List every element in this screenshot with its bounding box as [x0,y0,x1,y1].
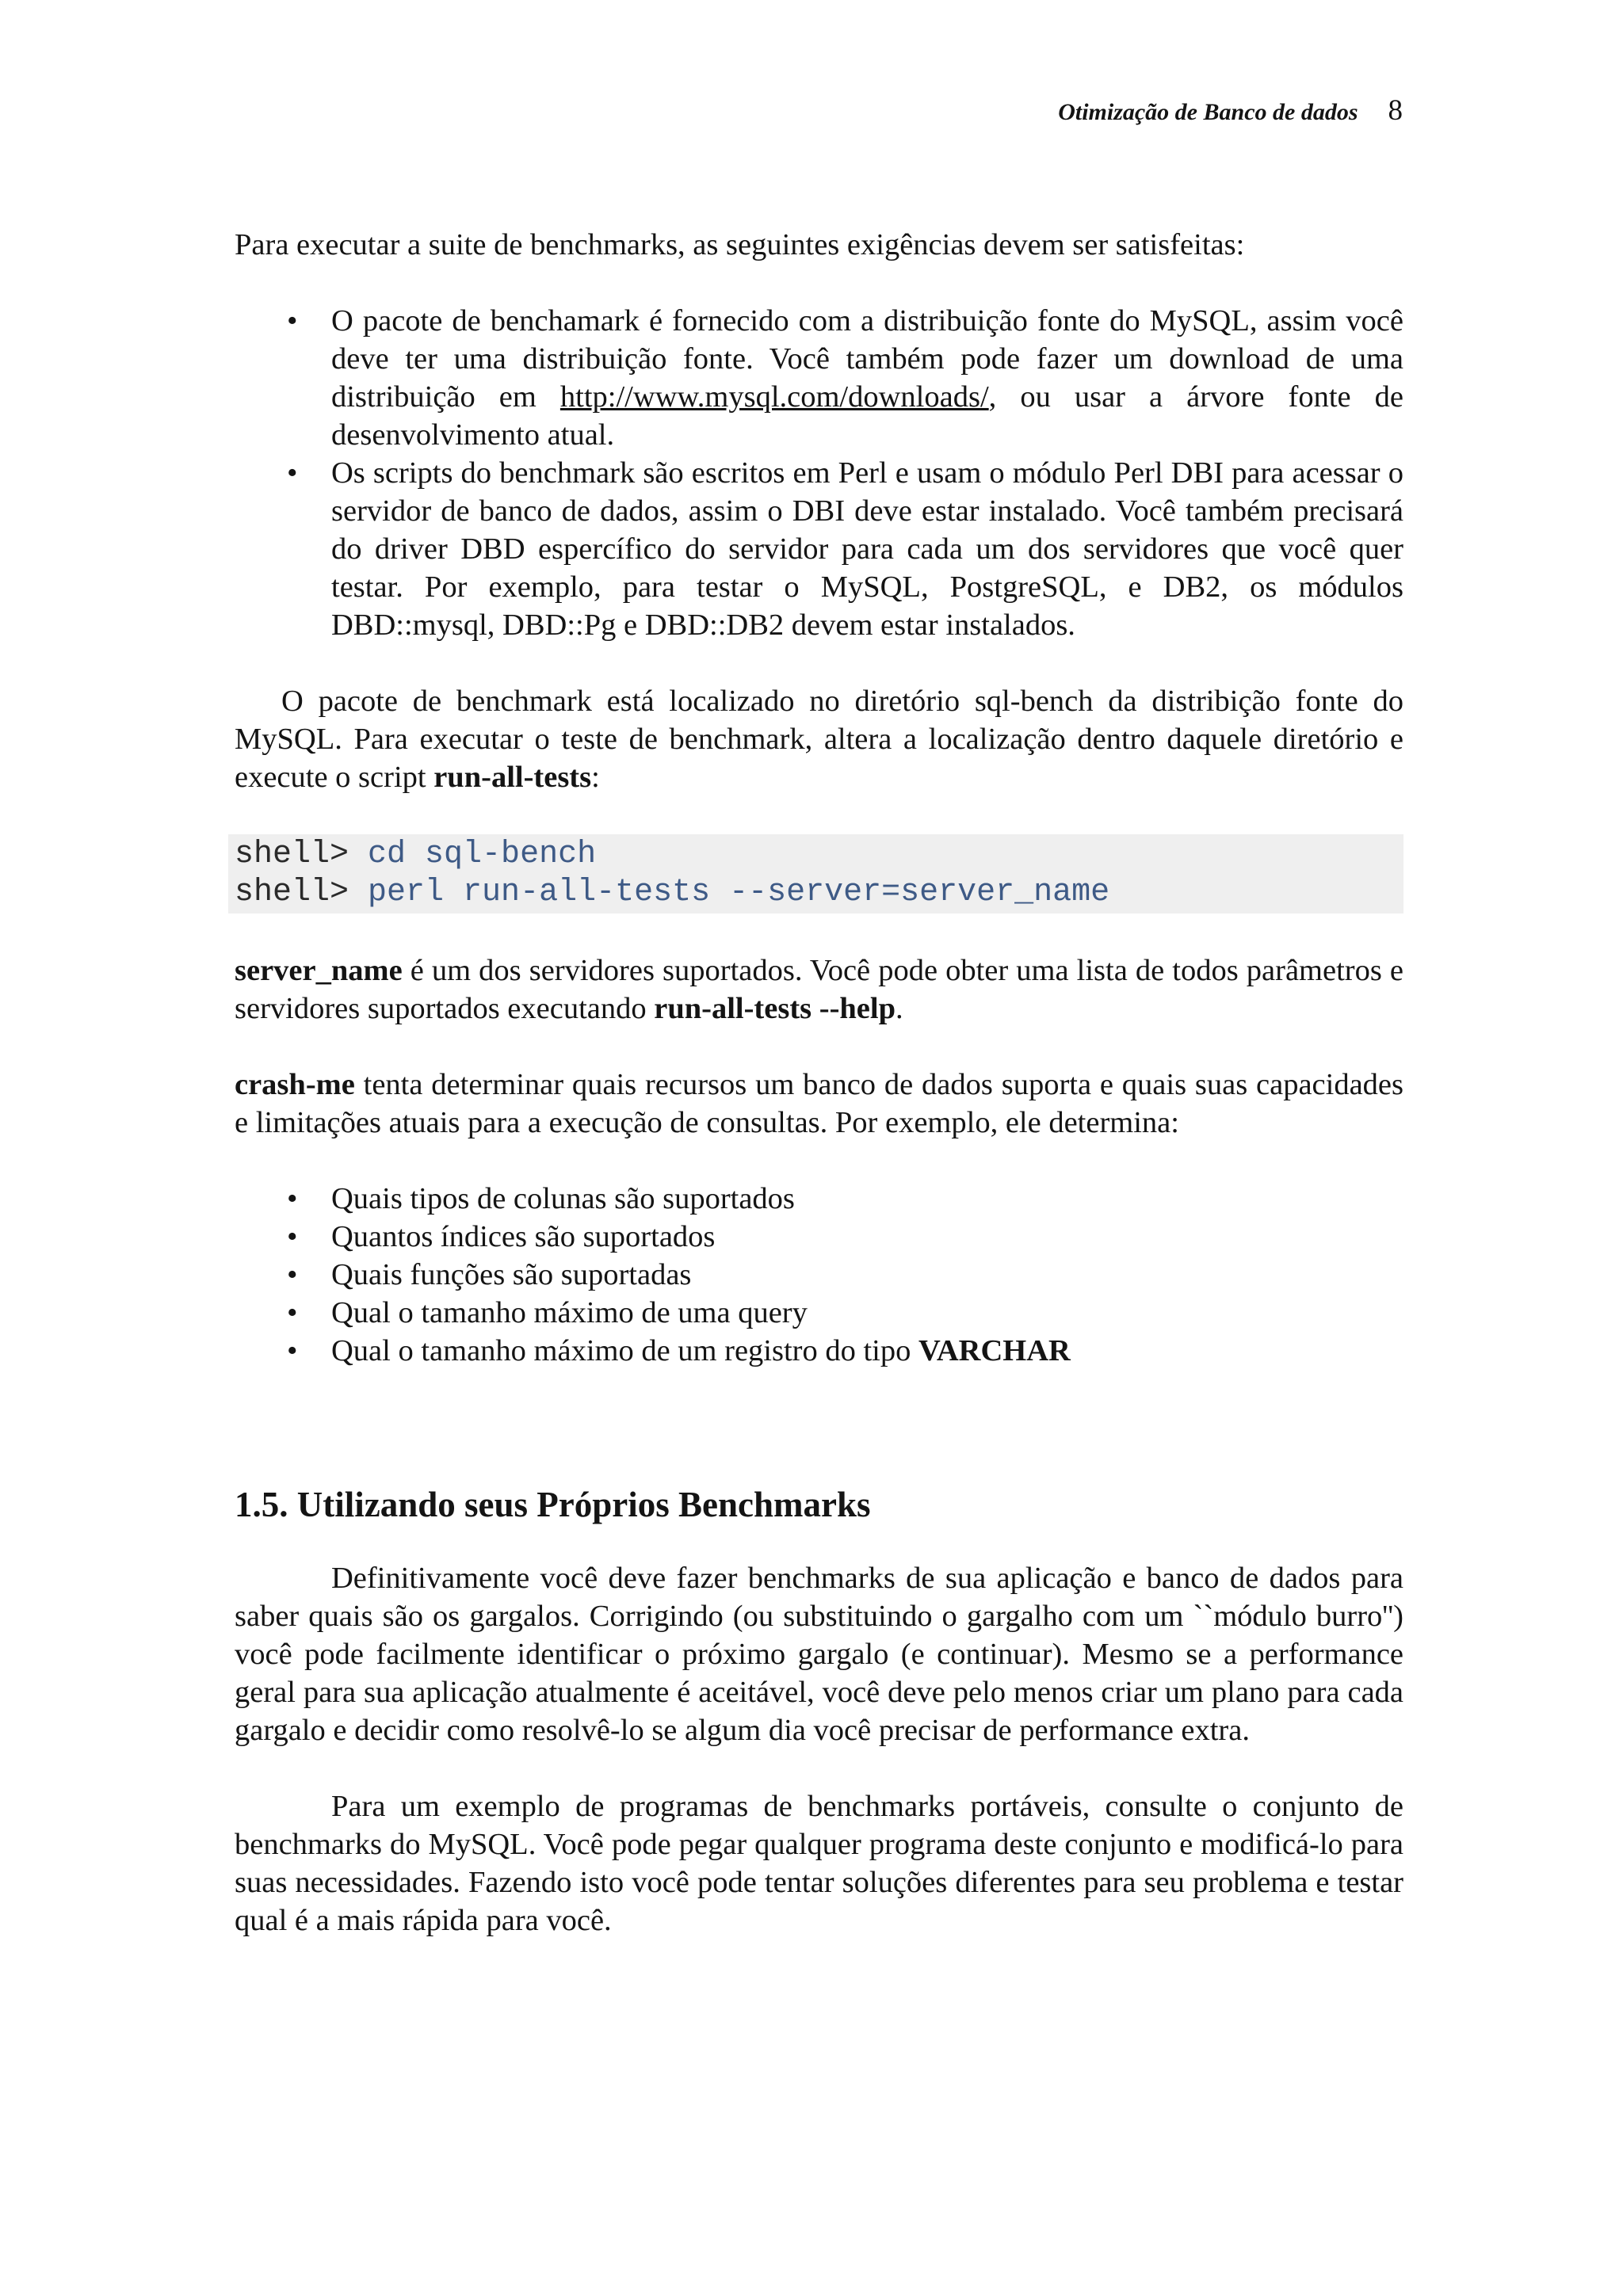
shell-prompt: shell> [235,837,369,872]
paragraph-text: é um dos servidores suportados. Você pode obter uma lista de todos parâmetros e servidores suportados executando [235,954,1403,1025]
list-item [235,1218,1403,1256]
bullet-icon: • [287,304,298,338]
list-item-text: Os scripts do benchmark são escritos em Perl e usam o módulo Perl DBI para acessar o servidor de banco de dados, assim o DBI deve estar instalado. Você também precisará do driver DBD espercífico do servidor para cada um dos servidores que você quer testar. Por exemplo, para testar o MySQL, PostgreSQL, e DB2, os módulos DBD::mysql, DBD::Pg e DBD::DB2 devem estar instalados. [331,456,1403,642]
list-item [235,454,1403,644]
bullet-icon: • [287,1334,298,1367]
list-item [235,302,1403,454]
list-item [235,1256,1403,1294]
bullet-icon: • [287,1296,298,1329]
list-item-text: , ou usar a árvore fonte de desenvolvimento atual. [331,380,1403,452]
sql-bench-paragraph [235,682,1403,796]
varchar-term: VARCHAR [918,1334,1071,1367]
section-heading: 1.5. Utilizando seus Próprios Benchmarks [235,1485,871,1524]
running-header [1058,93,1403,128]
paragraph-text: tenta determinar quais recursos um banco de dados suporta e quais suas capacidades e limitações atuais para a execução de consultas. Por exemplo, ele determina: [235,1068,1403,1139]
list-item [235,1180,1403,1218]
list-item-text: Quais tipos de colunas são suportados [331,1182,795,1215]
bullet-icon: • [287,456,298,490]
crash-me-term: crash-me [235,1068,355,1101]
section-paragraph-2: Para um exemplo de programas de benchmarks portáveis, consulte o conjunto de benchmarks do MySQL. Você pode pegar qualquer programa deste conjunto e modificá-lo para suas necessidades. Fazendo isto você pode tentar soluções diferentes para seu problema e testar qual é a mais rápida para você. [235,1790,1403,1937]
run-all-tests-term: run-all-tests [433,761,592,794]
intro-paragraph: Para executar a suite de benchmarks, as seguintes exigências devem ser satisfeitas: [235,228,1245,261]
shell-command: perl run-all-tests --server=server_name [368,875,1110,910]
paragraph-text: : [591,761,600,794]
page-body [235,226,1403,1939]
server-name-paragraph [235,952,1403,1028]
list-item-text: Quantos índices são suportados [331,1220,716,1253]
bullet-icon: • [287,1220,298,1253]
paragraph-text: O pacote de benchmark está localizado no diretório sql-bench da distribição fonte do MySQL. Para executar o teste de benchmark, altera a localização dentro daquele diretório e execute o script [235,685,1403,794]
header-title: Otimização de Banco de dados [1058,99,1358,125]
crash-me-paragraph [235,1066,1403,1142]
server-name-term: server_name [235,954,403,987]
run-all-tests-help-term: run-all-tests --help [654,992,896,1025]
requirements-list [235,302,1403,644]
list-item [235,1332,1403,1370]
list-item-text: Qual o tamanho máximo de um registro do tipo [331,1334,918,1367]
code-line [235,836,1403,874]
page-number: 8 [1388,94,1403,127]
mysql-downloads-link[interactable]: http://www.mysql.com/downloads/ [559,380,989,414]
code-line [235,874,1403,912]
list-item-text: Quais funções são suportadas [331,1258,692,1291]
section-paragraph-1: Definitivamente você deve fazer benchmarks de sua aplicação e banco de dados para saber quais são os gargalos. Corrigindo (ou substituindo o gargalho com um ``módulo burro'') você pode facilmente identificar o próximo gargalo (e continuar). Mesmo se a performance geral para sua aplicação atualmente é aceitável, você deve pelo menos criar um plano para cada gargalo e decidir como resolvê-lo se algum dia você precisar de performance extra. [235,1562,1403,1747]
list-item-text: O pacote de benchamark é fornecido com a distribuição fonte do MySQL, assim você deve ter uma distribuição fonte. Você também pode fazer um download de uma distribuição em [331,304,1403,414]
list-item-text: Qual o tamanho máximo de uma query [331,1296,808,1329]
shell-prompt: shell> [235,875,369,910]
code-block [228,834,1403,913]
bullet-icon: • [287,1182,298,1215]
bullet-icon: • [287,1258,298,1291]
shell-command: cd sql-bench [368,837,597,872]
crash-me-list [235,1180,1403,1370]
list-item [235,1294,1403,1332]
paragraph-text: . [896,992,903,1025]
